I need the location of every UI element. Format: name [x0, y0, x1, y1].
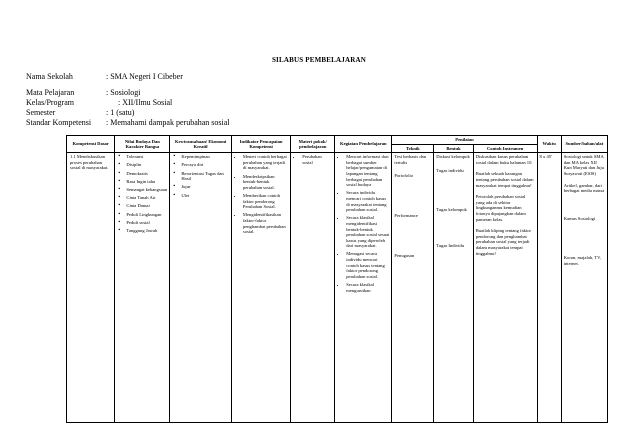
col-header: Waktu [537, 136, 561, 153]
col-header: Kegiatan Pembelajaran [335, 136, 392, 153]
indicator-cell [231, 153, 290, 423]
list-item: ▪ Cinta Damai [126, 203, 167, 209]
list-item: • Mendeskripsikan bentuk-bentuk perubahan sosial. [243, 174, 288, 191]
form-item: Tugas individu [436, 167, 464, 173]
list-item: ▪ Peduli Lingkungan [126, 212, 167, 218]
technique-item: Penugasan [394, 252, 415, 258]
time-cell: 8 x 45' [537, 153, 561, 423]
material-cell [291, 153, 335, 423]
meta-row [26, 72, 183, 82]
entrepreneurship-cell [170, 153, 232, 423]
list-item: • Meneri contoh berbagai perubahan yang terjadi di masyarakat. [243, 154, 288, 171]
syllabus-table [66, 135, 608, 423]
col-header: Sumber/bahan/alat [561, 136, 607, 153]
col-header: Nilai Budaya Dan Karakter Bangsa [115, 136, 170, 153]
values-cell [115, 153, 170, 423]
technique-cell [392, 153, 434, 423]
technique-item: Performance [394, 212, 418, 218]
col-header: Materi pokok/ pembelajaran [291, 136, 335, 153]
source-item: Sosiologi untuk SMA dan MA kelas XII Kun Maryati dan Juju Suryawati (ESIS) [563, 154, 604, 176]
meta-value: : 1 (satu) [106, 108, 135, 117]
source-item: Artikel, gambar, dari berbagai media massa [563, 182, 605, 194]
list-item: • Secara klasikal mengurutkan [346, 282, 389, 293]
list-item: ▪ Kepemimpinan [181, 154, 229, 160]
col-header: Kompetensi Dasar [67, 136, 115, 153]
col-header: Kewirausahaan/ Ekonomi Kreatif [170, 136, 232, 153]
list-item: • Secara klasikal mengidentifikasi bentuk-bentuk perubahan sosial sesuai kasus yang diperoleh dari masyarakat. [346, 215, 389, 249]
form-cell [434, 153, 474, 423]
meta-value: : SMA Negeri I Cibeber [106, 72, 183, 81]
col-header: Penilaian [392, 136, 537, 145]
table-row [67, 153, 608, 423]
meta-label: Kelas/Program [26, 98, 74, 107]
list-item: ▪ Ulet [181, 193, 229, 199]
col-header: Bentuk [434, 144, 474, 153]
list-item: ▪ Disiplin [126, 162, 167, 168]
list-item: ▪ Berorientasi Tugas dan Hasil [181, 171, 229, 182]
form-item: Diskusi kelompok [436, 154, 470, 160]
meta-row [26, 118, 230, 128]
meta-value: : XII/Ilmu Sosial [118, 98, 173, 107]
meta-row [26, 88, 140, 98]
col-header: Contoh Instrumen [473, 144, 537, 153]
list-item: ▪ Percaya diri [181, 162, 229, 168]
source-cell [561, 153, 607, 423]
col-header: Teknik [392, 144, 434, 153]
meta-label: Mata Pelajaran [26, 88, 75, 97]
form-item: Tugas Individu [436, 242, 464, 248]
technique-item: Test berbasis dan tertulis [394, 154, 426, 165]
list-item: ▪ Tanggung Jawab [126, 228, 167, 234]
document-title: SILABUS PEMBELAJARAN [271, 56, 367, 64]
meta-value: : Sosiologi [106, 88, 141, 97]
source-item: Kamus Sosiologi [563, 215, 596, 221]
list-item: • Mengidentifikasikan faktor-faktor penghambat perubahan sosial. [243, 212, 288, 234]
col-header: Indikator Pencapaian Kompetensi [231, 136, 290, 153]
competency-cell: 1.1 Mendiskusikan proses perubahan sosial di masyarakat. [67, 153, 115, 423]
list-item: ▪ Toleransi [126, 154, 167, 160]
list-item: ▪ Cinta Tanah Air [126, 195, 167, 201]
meta-row [26, 98, 172, 108]
instrument-item: Buatlah kliping tentang faktor pendorong dan penghambat perubahan sosial yang terjadi dalam masyarakat tempat tinggalmu! [475, 228, 532, 256]
list-item: • Mencari informasi dari berbagai sumber belajar/pengamatan di lapangan tentang berbagai perubahan sosial budaya [346, 154, 389, 188]
list-item: • Perubahan sosial [302, 154, 332, 165]
instrument-cell [473, 153, 537, 423]
table-header-row [67, 136, 608, 145]
meta-label: Standar Kompetensi [26, 118, 92, 127]
list-item: ▪ Demokratis [126, 171, 167, 177]
technique-item: Portofolio [394, 173, 414, 179]
list-item: ▪ Jujur [181, 184, 229, 190]
source-item: Koran, majalah, TV, internet. [563, 255, 601, 266]
list-item: • Memberikan contoh faktor pendorong Perubahan Sosial. [243, 193, 288, 210]
meta-value: : Memahami dampak perubahan sosial [106, 118, 230, 127]
activity-cell [335, 153, 392, 423]
list-item: • Secara individu mencari contoh kasus di masyarakat tentang perubahan sosial. [346, 190, 389, 212]
meta-row [26, 108, 134, 118]
instrument-item: Petorolah perubahan sosial yang ada di sekitar lingkunganmu kemudian fotonya dipajangkan dalam pameran kelas. [475, 194, 526, 222]
list-item: • Menugasi secara individu mencari contoh kasus tentang faktor pendorong perubahan sosial. [346, 251, 389, 279]
meta-label: Semester [26, 108, 56, 117]
list-item: ▪ Semangat kebangsaan [126, 187, 167, 193]
list-item: ▪ Peduli sosial [126, 220, 167, 226]
form-item: Tugas kelompok [436, 207, 467, 213]
instrument-item: Buatlah sebuah karangan tentang perubahan sosial dalam masyarakat tempat tinggalmu! [475, 171, 534, 188]
list-item: ▪ Rasa Ingin tahu [126, 179, 167, 185]
meta-label: Nama Sekolah [26, 72, 73, 81]
instrument-item: Diskusikan kasus perubahan sosial dalam buku halaman 10. [475, 154, 533, 165]
